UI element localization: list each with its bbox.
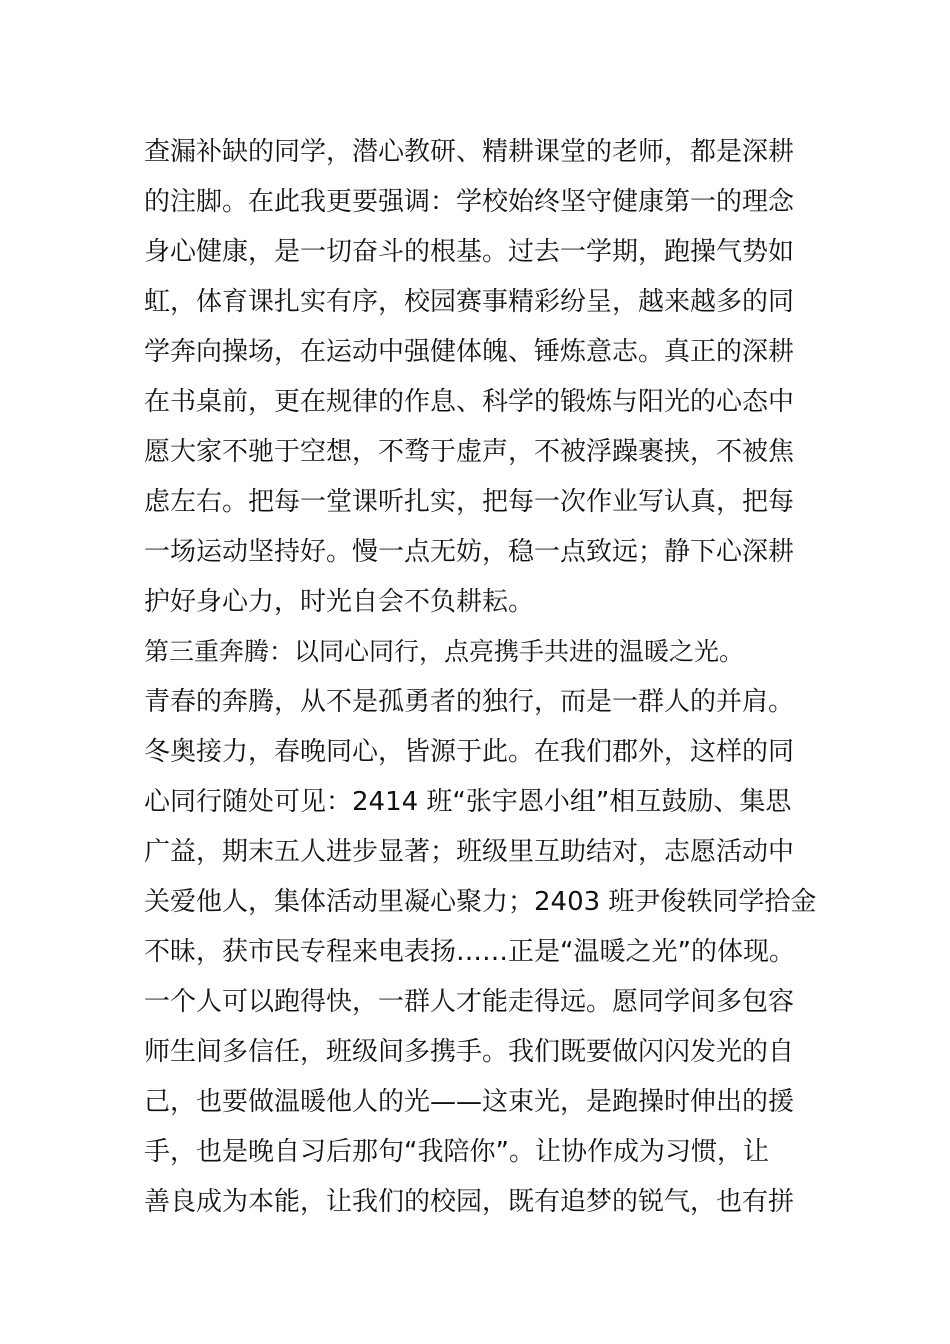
text-line: 的注脚。在此我更要强调：学校始终坚守健康第一的理念 (144, 187, 795, 217)
text-line: 手，也是晚自习后那句“我陪你”。让协作成为习惯，让 (144, 1137, 769, 1167)
text-line: 愿大家不驰于空想，不骛于虚声，不被浮躁裹挟，不被焦 (144, 437, 795, 467)
text-line: 广益，期末五人进步显著；班级里互助结对，志愿活动中 (144, 837, 795, 867)
text-line: 在书桌前，更在规律的作息、科学的锻炼与阳光的心态中 (144, 387, 795, 417)
text-line: 青春的奔腾，从不是孤勇者的独行，而是一群人的并肩。 (144, 687, 795, 717)
text-line: 关爱他人，集体活动里凝心聚力；2403 班尹俊轶同学拾金 (144, 887, 817, 917)
section-heading: 第三重奔腾：以同心同行，点亮携手共进的温暖之光。 (144, 637, 745, 666)
text-line: 己，也要做温暖他人的光——这束光，是跑操时伸出的援 (144, 1087, 795, 1117)
text-line: 师生间多信任，班级间多携手。我们既要做闪闪发光的自 (144, 1037, 795, 1067)
text-line: 身心健康，是一切奋斗的根基。过去一学期，跑操气势如 (144, 237, 795, 267)
body-text (144, 127, 824, 1227)
text-line: 心同行随处可见：2414 班“张宇恩小组”相互鼓励、集思 (144, 787, 792, 817)
text-line: 一个人可以跑得快，一群人才能走得远。愿同学间多包容 (144, 987, 795, 1017)
text-line: 一场运动坚持好。慢一点无妨，稳一点致远；静下心深耕 (144, 537, 795, 567)
text-line: 不昧，获市民专程来电表扬……正是“温暖之光”的体现。 (144, 937, 795, 967)
text-line: 虹，体育课扎实有序，校园赛事精彩纷呈，越来越多的同 (144, 287, 795, 317)
text-line: 冬奥接力，春晚同心，皆源于此。在我们郡外，这样的同 (144, 737, 795, 767)
text-line: 学奔向操场，在运动中强健体魄、锤炼意志。真正的深耕 (144, 337, 795, 367)
text-line: 虑左右。把每一堂课听扎实，把每一次作业写认真，把每 (144, 487, 795, 517)
text-line: 善良成为本能，让我们的校园，既有追梦的锐气，也有拼 (144, 1187, 795, 1217)
text-line: 护好身心力，时光自会不负耕耘。 (144, 587, 535, 617)
text-line: 查漏补缺的同学，潜心教研、精耕课堂的老师，都是深耕 (144, 137, 795, 167)
